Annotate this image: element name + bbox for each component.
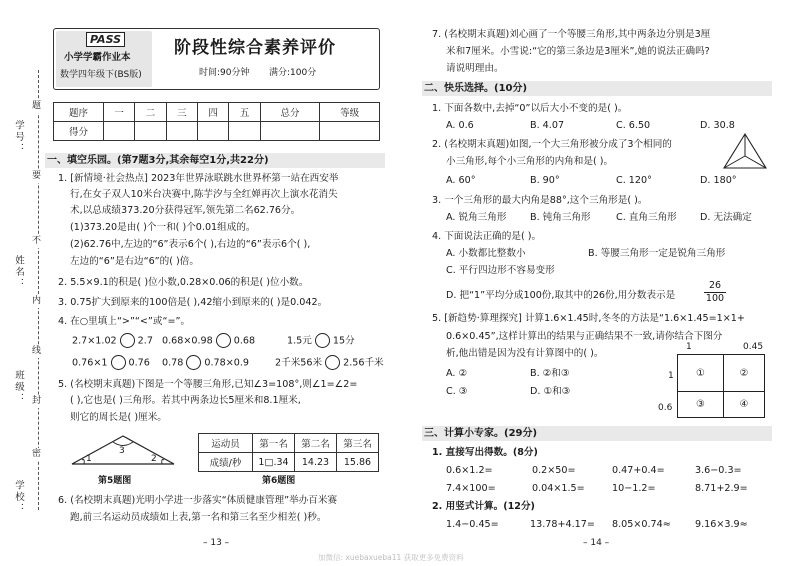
student-no-label: 学号： — [13, 120, 24, 155]
score-input-cell[interactable] — [320, 122, 380, 141]
q1-sub2: (2)62.76中,左边的“6”表示6个( ),右边的“6”表示6个( ), — [70, 239, 311, 250]
table-cell: 第三名 — [337, 434, 379, 453]
pass-logo: PASS — [86, 32, 125, 47]
section3-part2: 2. 用竖式计算。(12分) — [432, 501, 535, 512]
choice4-option-d[interactable]: D. 把“1”平均分成100份,取其中的26份,用分数表示是 — [446, 290, 676, 301]
q3: 3. 0.75扩大到原来的100倍是( ),42缩小到原来的( )是0.042。 — [58, 297, 328, 308]
table-cell: 二 — [135, 103, 166, 122]
angle-label-3: 3 — [119, 446, 125, 456]
choice1: 1. 下面各数中,去掉“0”以后大小不变的是( )。 — [432, 103, 628, 114]
runners-table — [198, 433, 379, 472]
school-label: 学校： — [13, 480, 24, 515]
choice3-option[interactable]: C. 直角三角形 — [616, 212, 677, 223]
q1-sub3: 左边的“6”是右边“6”的( )倍。 — [70, 256, 199, 267]
q6-line2: 跑,前三名运动员成绩如上表,第一名和第三名至少相差( )秒。 — [70, 512, 327, 523]
table-cell: 题序 — [54, 103, 104, 122]
table-cell: 总分 — [260, 103, 320, 122]
q7-line2: 米和7厘米。小雪说:“它的第三条边是3厘米”,她的说法正确吗? — [446, 46, 710, 57]
grid-cell-3: ③ — [678, 392, 724, 417]
divided-triangle-figure — [722, 132, 768, 170]
table-cell: 15.86 — [337, 453, 379, 472]
angle-label-1: 1 — [86, 454, 92, 464]
table-cell: 等级 — [320, 103, 380, 122]
vertical-calc-item: 9.16×3.9≈ — [695, 519, 748, 530]
score-input-cell[interactable] — [260, 122, 320, 141]
table-cell: 14.23 — [295, 453, 337, 472]
table-cell: 第二名 — [295, 434, 337, 453]
choice4-option-a[interactable]: A. 小数都比整数小 — [446, 248, 526, 259]
choice4-option-c[interactable]: C. 平行四边形不容易变形 — [446, 265, 555, 276]
fraction-numerator: 26 — [704, 280, 726, 293]
section1-title: 一、填空乐园。(第7题3分,其余每空1分,共22分) — [47, 155, 269, 166]
q1-line2: 行,在女子双人10米台决赛中,陈芋汐与全红婵再次上演水花消失 — [70, 189, 338, 200]
cut-char: 题 — [32, 101, 42, 111]
compare-row — [72, 355, 150, 370]
fig6-caption: 第6题图 — [262, 476, 296, 486]
compare-circle[interactable] — [325, 355, 340, 370]
q4: 4. 在○里填上“>”“<”或“=”。 — [58, 316, 191, 327]
vertical-calc-item: 13.78+4.17= — [530, 519, 595, 530]
name-label: 姓名： — [13, 255, 24, 290]
compare-circle[interactable] — [120, 333, 135, 348]
choice5-option[interactable]: A. ② — [446, 368, 468, 379]
series-name: 小学学霸作业本 — [64, 52, 131, 63]
header-box — [53, 28, 380, 90]
choice5-option[interactable]: D. ①和③ — [530, 386, 571, 397]
compare-row — [275, 355, 384, 370]
score-input-cell[interactable] — [166, 122, 197, 141]
calc-item: 10−1.2= — [612, 483, 656, 494]
table-cell: 成绩/秒 — [199, 453, 253, 472]
calc-item: 7.4×100= — [446, 483, 496, 494]
calc-item: 0.6×1.2= — [446, 465, 493, 476]
compare-left: 2.7×1.02 — [72, 335, 117, 347]
choice1-option[interactable]: D. 30.8 — [700, 120, 735, 131]
grade-label: 数学四年级下(BS版) — [60, 70, 142, 80]
table-cell: 第一名 — [253, 434, 295, 453]
cut-char: 线 — [32, 346, 42, 356]
class-label: 班级： — [13, 370, 24, 405]
cut-char: 要 — [32, 171, 42, 181]
choice2-line1: 2. (名校期末真题)如图,一个大三角形被分成了3个相同的 — [432, 139, 672, 150]
choice3: 3. 一个三角形的最大内角是88°,这个三角形是( )。 — [432, 195, 648, 206]
table-row — [199, 434, 379, 453]
choice4-option-b[interactable]: B. 等腰三角形一定是锐角三角形 — [588, 248, 726, 259]
compare-left: 1.5元 — [287, 335, 312, 347]
table-cell: 一 — [104, 103, 135, 122]
calc-item: 3.6−0.3= — [695, 465, 742, 476]
fraction-denominator: 100 — [705, 293, 725, 304]
q2: 2. 5.5×9.1的积是( )位小数,0.28×0.06的积是( )位小数。 — [58, 277, 309, 288]
cut-char: 不 — [32, 236, 42, 246]
grid-label-top2: 0.45 — [743, 342, 764, 352]
calc-item: 8.71+2.9= — [695, 483, 748, 494]
section2-title: 二、快乐选择。(10分) — [424, 83, 528, 94]
page-number-right: – 14 – — [583, 538, 610, 548]
calc-item: 0.04×1.5= — [532, 483, 585, 494]
compare-right: 2.56千米 — [343, 357, 384, 369]
table-cell: 得分 — [54, 122, 104, 141]
choice2-option[interactable]: C. 120° — [616, 175, 652, 186]
compare-row — [162, 333, 255, 348]
table-row — [199, 453, 379, 472]
vertical-calc-item: 8.05×0.74≈ — [612, 519, 671, 530]
compare-right: 0.76 — [128, 357, 150, 369]
calc-item: 0.47+0.4= — [612, 465, 665, 476]
compare-left: 0.68×0.98 — [162, 335, 213, 347]
grid-label-top1: 1 — [686, 342, 692, 352]
compare-circle[interactable] — [111, 355, 126, 370]
section3-title: 三、计算小专家。(29分) — [424, 428, 538, 439]
compare-right: 15分 — [332, 335, 355, 347]
table-cell: 四 — [197, 103, 228, 122]
choice2-line2: 小三角形,每个小三角形的内角和是( )。 — [446, 156, 614, 167]
choice1-option[interactable]: B. 4.07 — [530, 120, 565, 131]
q5-line3: 则它的周长是( )厘米。 — [70, 412, 167, 423]
q7-line3: 请说明理由。 — [446, 63, 504, 74]
score-table — [53, 102, 380, 141]
grid-label-left1: 1 — [668, 371, 674, 381]
q6-line1: 6. (名校期末真题)光明小学进一步落实“体质健康管理”举办百米赛 — [58, 495, 338, 506]
compare-row — [287, 333, 355, 348]
table-cell: 1□.34 — [253, 453, 295, 472]
choice3-option[interactable]: A. 锐角三角形 — [446, 212, 507, 223]
full-score-label: 满分:100分 — [269, 68, 317, 78]
cut-line — [38, 70, 39, 510]
table-cell: 三 — [166, 103, 197, 122]
table-cell: 运动员 — [199, 434, 253, 453]
table-row — [54, 122, 380, 141]
choice5-option[interactable]: B. ②和③ — [530, 368, 570, 379]
choice5-line2: 0.6×0.45”,这样计算出的结果与正确结果不一致,请你结合下图分 — [446, 331, 723, 342]
compare-row — [72, 333, 153, 348]
choice3-option[interactable]: B. 钝角三角形 — [530, 212, 591, 223]
compare-right: 0.78×0.9 — [204, 357, 250, 369]
fig5-caption: 第5题图 — [98, 476, 132, 486]
choice5-option[interactable]: C. ③ — [446, 386, 468, 397]
compare-circle[interactable] — [216, 333, 231, 348]
score-input-cell[interactable] — [229, 122, 260, 141]
choice2-option[interactable]: D. 180° — [700, 175, 737, 186]
choice5-line1: 5. [新趋势·算理探究] 计算1.6×1.45时,冬冬的方法是“1.6×1.45=1×1+ — [432, 313, 745, 324]
q7-line1: 7. (名校期末真题)刘心画了一个等腰三角形,其中两条边分别是3厘 — [432, 29, 711, 40]
vertical-calc-item: 1.4−0.45= — [446, 519, 499, 530]
score-input-cell[interactable] — [104, 122, 135, 141]
header-left — [56, 31, 152, 87]
page-title: 阶段性综合素养评价 — [174, 38, 336, 58]
compare-right: 0.68 — [233, 335, 256, 347]
compare-left: 0.76×1 — [72, 357, 108, 369]
choice2-option[interactable]: A. 60° — [446, 175, 476, 186]
choice4: 4. 下面说法正确的是( )。 — [432, 231, 542, 242]
table-cell: 五 — [229, 103, 260, 122]
watermark: 加微信: xuebaxueba11 获取更多免费资料 — [318, 553, 464, 562]
choice1-option[interactable]: A. 0.6 — [446, 120, 474, 131]
score-input-cell[interactable] — [197, 122, 228, 141]
left-margin — [0, 0, 40, 566]
grid-cell-4: ④ — [739, 399, 749, 410]
table-row — [54, 103, 380, 122]
choice1-option[interactable]: C. 6.50 — [616, 120, 651, 131]
choice3-option[interactable]: D. 无法确定 — [700, 212, 752, 223]
section3-part1: 1. 直接写出得数。(8分) — [432, 447, 538, 458]
compare-row — [162, 355, 249, 370]
time-label: 时间:90分钟 — [199, 68, 250, 78]
compare-right: 2.7 — [137, 335, 153, 347]
q1-line1: 1. [新情境·社会热点] 2023年世界泳联跳水世界杯第一站在西安举 — [58, 173, 339, 184]
angle-label-2: 2 — [151, 454, 157, 464]
grid-cell-2: ② — [724, 355, 764, 392]
compare-left: 2千米56米 — [275, 357, 323, 369]
choice5-line3: 析,他出错是因为没有计算图中的( )。 — [446, 348, 604, 359]
calc-item: 0.2×50= — [532, 465, 576, 476]
grid-cell-1: ① — [678, 355, 724, 392]
q1-sub1: (1)373.20是由( )个一和( )个0.01组成的。 — [70, 222, 256, 233]
score-input-cell[interactable] — [135, 122, 166, 141]
cut-char: 内 — [32, 296, 42, 306]
grid-label-left2: 0.6 — [658, 403, 673, 413]
page-number-left: – 13 – — [203, 538, 230, 548]
cut-char: 密 — [32, 449, 42, 459]
cut-char: 封 — [32, 396, 42, 406]
q5-line1: 5. (名校期末真题)下图是一个等腰三角形,已知∠3=108°,则∠1=∠2= — [58, 379, 358, 390]
q1-line3: 术,以总成绩373.20分获得冠军,领先第二名62.76分。 — [70, 205, 301, 216]
compare-left: 0.78 — [162, 357, 184, 369]
compare-circle[interactable] — [186, 355, 201, 370]
fraction — [704, 280, 726, 305]
area-grid — [677, 354, 765, 418]
choice2-option[interactable]: B. 90° — [530, 175, 560, 186]
compare-circle[interactable] — [315, 333, 330, 348]
q5-line2: ( ),它也是( )三角形。若其中两条边长5厘米和8.1厘米, — [70, 395, 301, 406]
